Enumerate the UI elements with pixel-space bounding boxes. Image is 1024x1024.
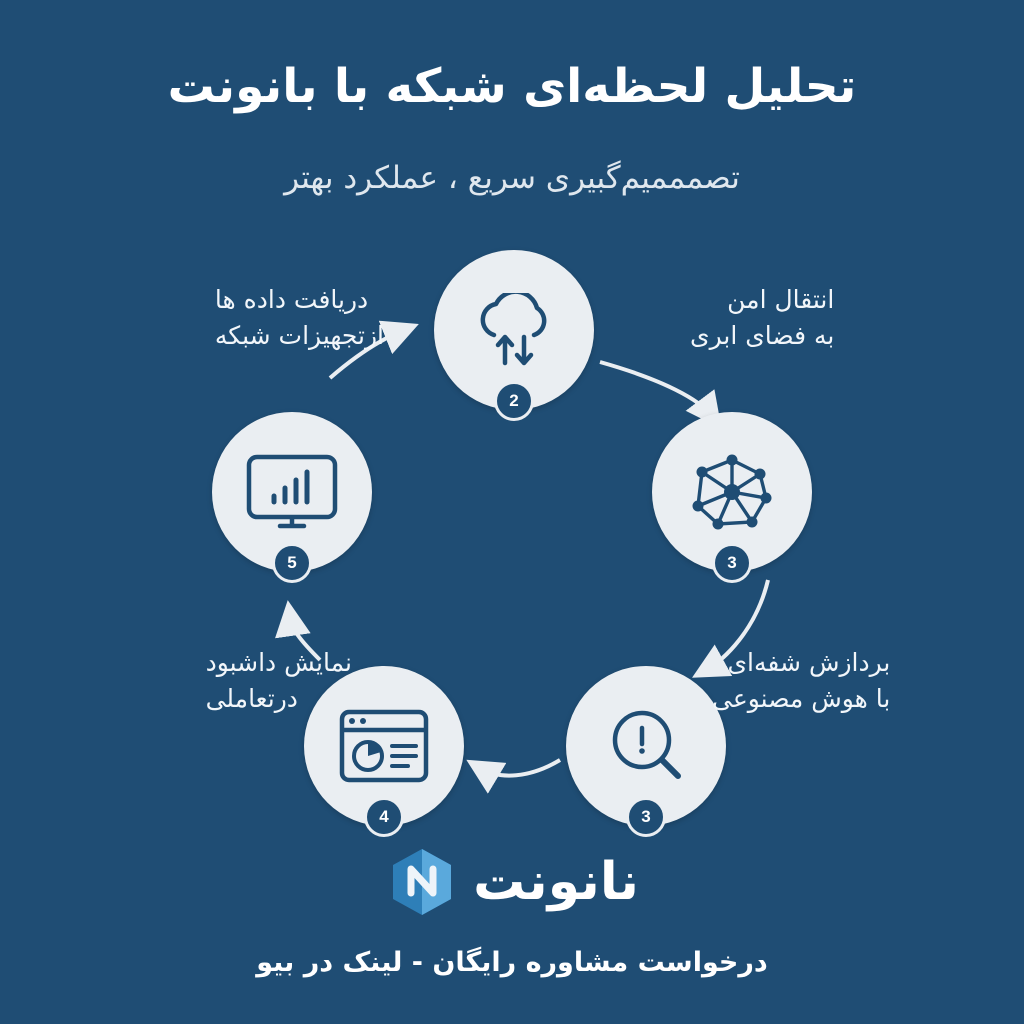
page-subtitle: تصمممیم‌گبیری سریع ، عملکرد بهتر xyxy=(284,160,740,196)
brand-name: نانونت xyxy=(473,852,639,912)
brand-lockup xyxy=(0,845,1024,919)
magnifier-alert-icon xyxy=(604,704,688,788)
cycle-node-badge: 4 xyxy=(364,797,404,837)
label-line: ازتجهیزات شبکه xyxy=(214,321,384,351)
cycle-diagram xyxy=(0,230,1024,830)
label-line: نمایش داشبود xyxy=(205,648,352,677)
cycle-node-monitor[interactable] xyxy=(212,412,372,572)
page-title: تحلیل لحظه‌ای شبکه با بانونت xyxy=(167,59,857,114)
label-interactive-dashboard xyxy=(206,645,352,718)
cycle-node-badge: 5 xyxy=(272,543,312,583)
cycle-node-network[interactable] xyxy=(652,412,812,572)
label-receive-data xyxy=(215,282,384,355)
cta-text: درخواست مشاوره رایگان - لینک در بیو xyxy=(256,947,768,978)
dashboard-window-icon xyxy=(338,708,430,784)
cycle-node-badge: 2 xyxy=(494,381,534,421)
label-line: با هوش مصنوعی xyxy=(712,684,891,714)
monitor-bar-chart-icon xyxy=(244,452,340,532)
label-line: درتعاملی xyxy=(205,684,298,714)
label-line: دریافت داده ها xyxy=(214,285,369,314)
nanonet-logo-icon xyxy=(385,845,459,919)
cycle-node-badge: 3 xyxy=(626,797,666,837)
cycle-node-badge: 3 xyxy=(712,543,752,583)
cloud-upload-download-icon xyxy=(472,293,556,367)
cycle-node-cloud[interactable] xyxy=(434,250,594,410)
label-line: بردازش شفه‌ای xyxy=(727,648,891,677)
label-line: انتقال امن xyxy=(727,285,835,314)
label-line: به فضای ابری xyxy=(690,321,835,351)
label-ai-processing xyxy=(712,645,890,718)
network-nodes-icon xyxy=(688,448,776,536)
cycle-node-insight[interactable] xyxy=(566,666,726,826)
label-secure-transfer xyxy=(690,282,834,355)
